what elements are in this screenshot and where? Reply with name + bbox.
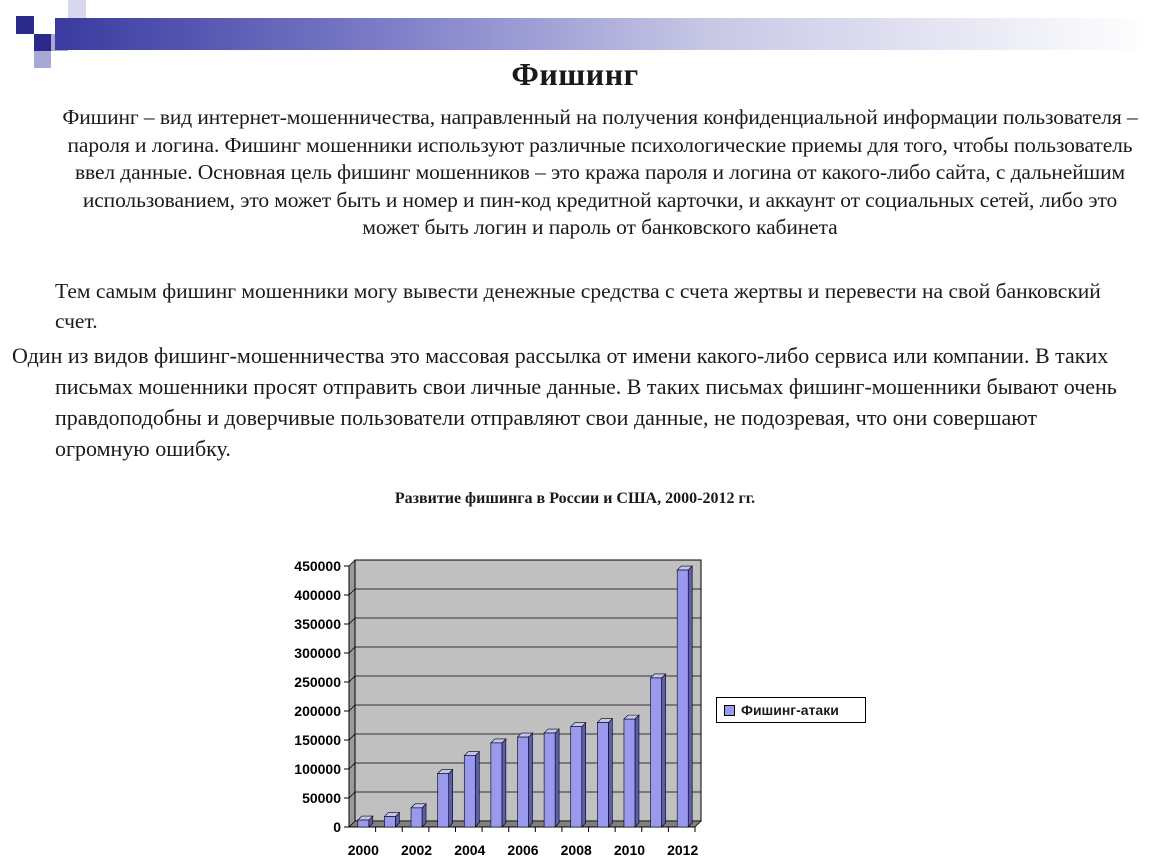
bar-side-2010 [635, 715, 639, 827]
y-tick-label: 400000 [294, 587, 341, 603]
y-tick-label: 450000 [294, 558, 341, 574]
y-tick-label: 0 [333, 819, 341, 835]
bar-2005 [491, 743, 502, 827]
legend-swatch [724, 705, 735, 716]
bar-2008 [571, 727, 582, 827]
x-tick-label: 2000 [347, 842, 379, 858]
bar-side-2007 [555, 729, 559, 827]
bar-2002 [411, 808, 422, 827]
bar-side-2011 [662, 674, 666, 827]
bar-side-2004 [475, 752, 479, 827]
paragraph-definition: Фишинг – вид интернет-мошенничества, направленный на получения конфиденциальной информации пользователя – пароля и логина. Фишинг мошенники используют различные психологические приемы для того, чтобы пользователь ввел данные. Основная цель фишинг мошенников – это кража пароля и логина от какого-либо сайта, с дальнейшим использованием, это может быть и номер и пин-код кредитной карточки, и аккаунт от социальных сетей, либо это может быть логин и пароль от банковского кабинета [62, 105, 1138, 239]
bar-2003 [438, 774, 449, 827]
y-tick-label: 50000 [302, 790, 341, 806]
bar-side-2008 [582, 723, 586, 827]
x-tick-label: 2004 [454, 842, 486, 858]
y-tick-label: 300000 [294, 645, 341, 661]
bar-side-2003 [449, 770, 453, 827]
bar-side-2012 [688, 566, 692, 827]
bar-2012 [677, 570, 688, 827]
x-tick-label: 2012 [667, 842, 699, 858]
slide-title: Фишинг [511, 56, 639, 92]
paragraph-consequence: Тем самым фишинг мошенники могу вывести денежные средства с счета жертвы и перевести на свой банковский счет. [55, 279, 1101, 333]
bar-side-2006 [529, 733, 533, 827]
y-tick-label: 150000 [294, 732, 341, 748]
chart-legend [716, 697, 866, 723]
x-tick-label: 2006 [507, 842, 539, 858]
y-tick-label: 100000 [294, 761, 341, 777]
bar-2000 [358, 820, 369, 827]
chart-title: Развитие фишинга в России и США, 2000-2012 гг. [394, 490, 756, 507]
paragraph-mass-mailing: Один из видов фишинг-мошенничества это массовая рассылка от имени какого-либо сервиса или компании. В таких письмах мошенники просят отправить свои личные данные. В таких письмах фишинг-мошенники бывают очень правдоподобны и доверчивые пользователи отправляют свои данные, не подозревая, что они совершают огромную ошибку. [12, 343, 1117, 461]
bar-side-2005 [502, 739, 506, 827]
bar-2009 [597, 723, 608, 827]
bar-2007 [544, 733, 555, 827]
bar-2010 [624, 719, 635, 827]
x-tick-label: 2010 [613, 842, 646, 858]
x-tick-label: 2002 [400, 842, 433, 858]
bar-2001 [384, 817, 395, 827]
bar-2006 [518, 737, 529, 827]
legend-label: Фишинг-атаки [741, 702, 839, 718]
bar-2004 [464, 756, 475, 827]
x-tick-label: 2008 [560, 842, 592, 858]
y-tick-label: 250000 [294, 674, 341, 690]
bar-side-2009 [608, 719, 612, 827]
y-tick-label: 200000 [294, 703, 341, 719]
y-tick-label: 350000 [294, 616, 341, 632]
plot-side-wall [349, 560, 355, 827]
bar-2011 [651, 678, 662, 827]
